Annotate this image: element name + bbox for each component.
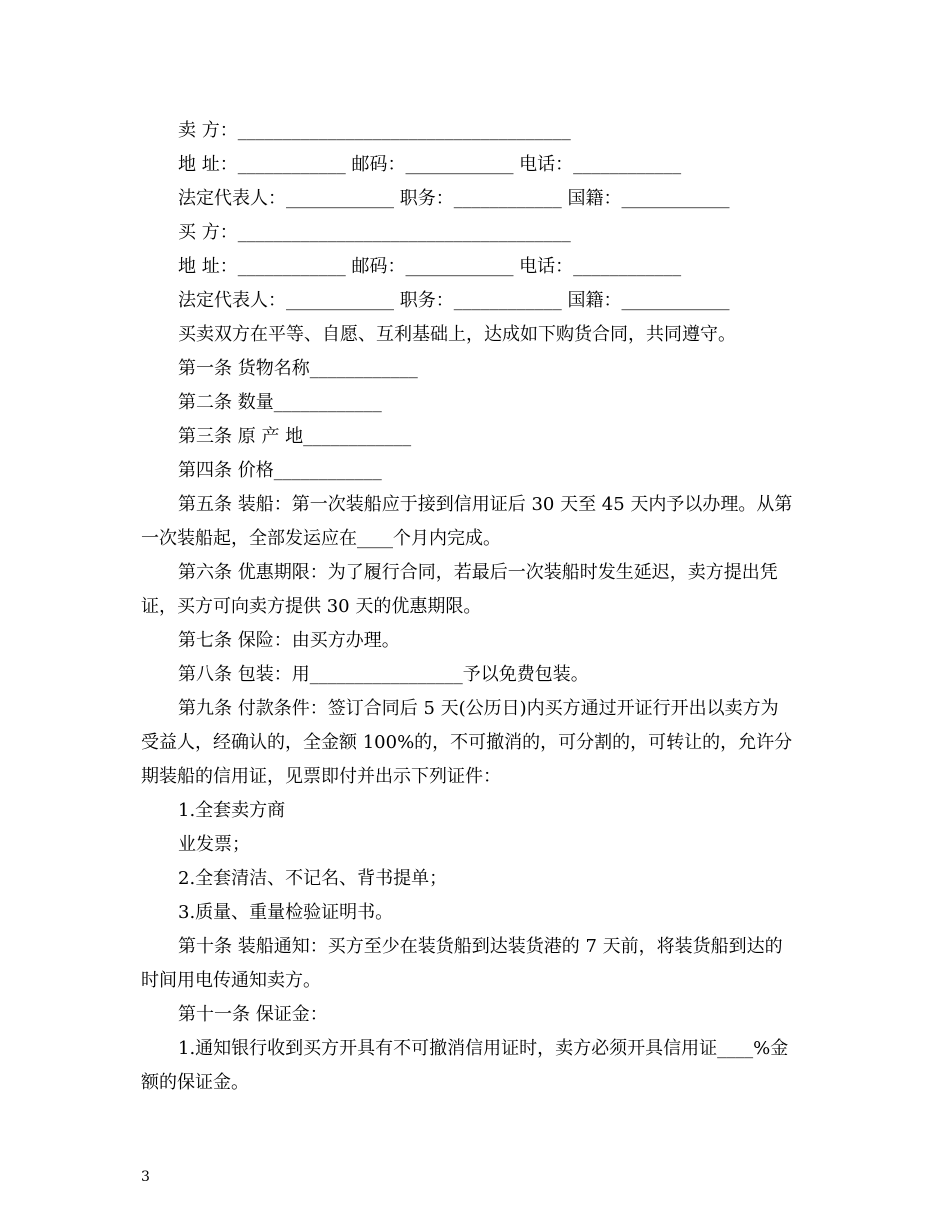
document-item-1a: 1.全套卖方商 (178, 800, 286, 821)
article-11-heading: 第十一条 保证金： (178, 1004, 328, 1025)
buyer-legal-rep-line: 法定代表人：____________ 职务：____________ 国籍：____________ (178, 290, 730, 311)
article-4: 第四条 价格____________ (178, 460, 382, 481)
buyer-address-line: 地 址：____________ 邮码：____________ 电话：____________ (178, 256, 682, 277)
article-11-item-1-line-2: 额的保证金。 (141, 1072, 249, 1093)
article-9-line-2: 受益人，经确认的，全金额 100%的，不可撤消的，可分割的，可转让的，允许分 (141, 732, 793, 753)
article-7: 第七条 保险：由买方办理。 (178, 630, 400, 651)
article-11-item-1-line-1: 1.通知银行收到买方开具有不可撤消信用证时，卖方必须开具信用证____%金 (178, 1038, 789, 1059)
article-10-line-1: 第十条 装船通知：买方至少在装货船到达装货港的 7 天前，将装货船到达的 (178, 936, 783, 957)
article-5-line-1: 第五条 装船：第一次装船应于接到信用证后 30 天至 45 天内予以办理。从第 (178, 494, 793, 515)
seller-legal-rep-line: 法定代表人：____________ 职务：____________ 国籍：____________ (178, 188, 730, 209)
seller-address-line: 地 址：____________ 邮码：____________ 电话：____________ (178, 154, 682, 175)
buyer-name-line: 买 方：_____________________________________ (178, 222, 571, 243)
article-1: 第一条 货物名称____________ (178, 358, 418, 379)
article-10-line-2: 时间用电传通知卖方。 (141, 970, 321, 991)
seller-name-line: 卖 方：_____________________________________ (178, 120, 571, 141)
article-9-line-1: 第九条 付款条件：签订合同后 5 天(公历日)内买方通过开证行开出以卖方为 (178, 698, 779, 719)
article-6-line-1: 第六条 优惠期限：为了履行合同，若最后一次装船时发生延迟，卖方提出凭 (178, 562, 778, 583)
article-6-line-2: 证，买方可向卖方提供 30 天的优惠期限。 (141, 596, 482, 617)
page-number: 3 (141, 1169, 150, 1185)
document-item-3: 3.质量、重量检验证明书。 (178, 902, 394, 923)
document-item-2: 2.全套清洁、不记名、背书提单； (178, 868, 448, 889)
article-3: 第三条 原 产 地____________ (178, 426, 412, 447)
article-2: 第二条 数量____________ (178, 392, 382, 413)
article-8: 第八条 包装：用_________________予以免费包装。 (178, 664, 589, 685)
document-item-1b: 业发票； (178, 834, 250, 855)
article-9-line-3: 期装船的信用证，见票即付并出示下列证件： (141, 766, 501, 787)
preamble-line: 买卖双方在平等、自愿、互利基础上，达成如下购货合同，共同遵守。 (178, 324, 736, 345)
article-5-line-2: 一次装船起，全部发运应在____个月内完成。 (141, 528, 501, 549)
